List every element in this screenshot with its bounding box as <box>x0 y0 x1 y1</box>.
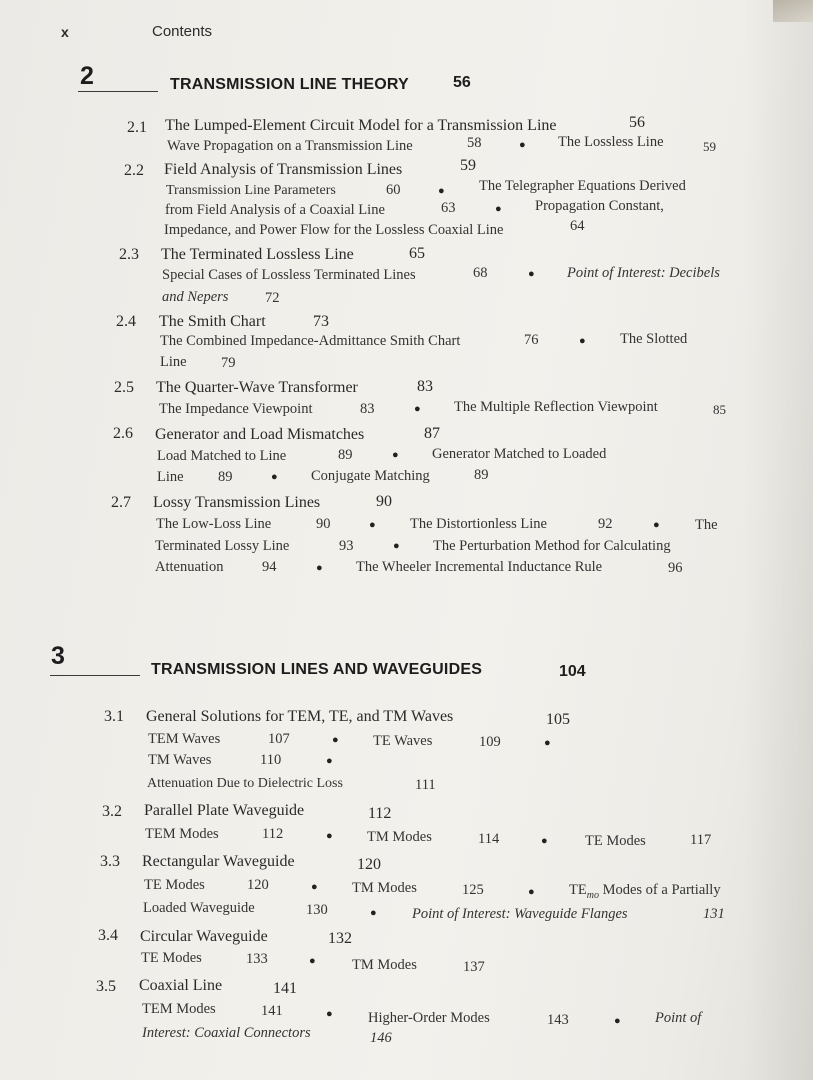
bullet: ● <box>579 335 586 347</box>
subsection-entry: TE Waves <box>373 733 433 749</box>
subsection-entry: Interest: Coaxial Connectors <box>142 1025 311 1041</box>
subsection-entry: TE Modes <box>585 833 646 849</box>
section-page: 132 <box>328 930 352 947</box>
section-number: 3.4 <box>98 927 118 944</box>
subsection-entry: Line <box>157 469 184 485</box>
subsection-entry: Point of <box>655 1010 702 1026</box>
subsection-page: 93 <box>339 538 354 554</box>
section-page: 141 <box>273 980 297 997</box>
bullet: ● <box>271 471 278 483</box>
subsection-entry: The Combined Impedance-Admittance Smith Chart <box>160 333 461 349</box>
section-title: Rectangular Waveguide <box>142 853 295 870</box>
subsection-entry: The Perturbation Method for Calculating <box>433 538 671 554</box>
section-title: The Lumped-Element Circuit Model for a Transmission Line <box>165 117 557 134</box>
subsection-page: 141 <box>261 1003 283 1019</box>
chapter-title: TRANSMISSION LINE THEORY <box>170 76 409 93</box>
section-title: Coaxial Line <box>139 977 223 994</box>
bullet: ● <box>370 907 377 919</box>
chapter-rule <box>78 91 158 92</box>
subsection-page: 85 <box>713 402 726 417</box>
subsection-page: 130 <box>306 902 328 918</box>
section-number: 3.2 <box>102 803 122 820</box>
subsection-entry-te-modes <box>569 882 721 901</box>
section-number: 2.6 <box>113 425 133 442</box>
chapter-rule <box>50 675 140 676</box>
subsection-entry: The Impedance Viewpoint <box>159 401 313 417</box>
section-number: 2.3 <box>119 246 139 263</box>
subsection-page: 143 <box>547 1012 569 1028</box>
subsection-entry: The Low-Loss Line <box>156 516 272 532</box>
bullet: ● <box>326 755 333 767</box>
chapter-number: 2 <box>80 62 94 90</box>
subsection-entry: TEM Modes <box>142 1001 216 1017</box>
subsection-page: 76 <box>524 332 539 348</box>
subsection-entry: TEM Modes <box>145 826 219 842</box>
section-page: 83 <box>417 378 433 395</box>
subsection-page: 133 <box>246 951 268 967</box>
te-modes-text: Modes of a Partially <box>598 882 721 898</box>
subsection-page: 89 <box>474 467 489 483</box>
subsection-page: 131 <box>703 906 725 922</box>
section-title: Field Analysis of Transmission Lines <box>164 161 403 178</box>
section-number: 2.4 <box>116 313 136 330</box>
section-page: 87 <box>424 425 440 442</box>
section-page: 112 <box>368 805 392 822</box>
chapter-page: 104 <box>559 663 586 680</box>
subsection-entry: Generator Matched to Loaded <box>432 446 607 462</box>
subsection-page: 112 <box>262 826 284 842</box>
page-corner <box>773 0 813 22</box>
section-title: Lossy Transmission Lines <box>153 494 321 511</box>
subsection-entry: Terminated Lossy Line <box>155 538 290 554</box>
subsection-page: 58 <box>467 135 482 151</box>
subsection-entry: Special Cases of Lossless Terminated Lines <box>162 267 416 283</box>
subsection-entry: TE Modes <box>141 950 202 966</box>
section-title: Generator and Load Mismatches <box>155 426 365 443</box>
subsection-entry: Point of Interest: Decibels <box>567 265 720 281</box>
chapter-number: 3 <box>51 642 65 670</box>
subsection-entry: Transmission Line Parameters <box>166 183 336 198</box>
subsection-page: 72 <box>265 290 280 306</box>
bullet: ● <box>519 139 526 151</box>
subsection-entry: TM Waves <box>148 752 212 768</box>
subsection-entry: Propagation Constant, <box>535 198 664 214</box>
bullet: ● <box>392 449 399 461</box>
subsection-entry: and Nepers <box>162 289 229 305</box>
subsection-page: 109 <box>479 734 501 750</box>
subsection-entry: Load Matched to Line <box>157 448 287 464</box>
subsection-entry: Conjugate Matching <box>311 468 430 484</box>
section-page: 65 <box>409 245 425 262</box>
page-number-marker: x <box>61 24 69 40</box>
section-number: 3.1 <box>104 708 124 725</box>
subsection-entry: Attenuation <box>155 559 224 575</box>
subsection-page: 64 <box>570 218 585 234</box>
bullet: ● <box>326 1008 333 1020</box>
section-title: The Terminated Lossless Line <box>161 246 354 263</box>
subsection-entry: The Distortionless Line <box>410 516 547 532</box>
bullet: ● <box>653 519 660 531</box>
bullet: ● <box>326 830 333 842</box>
bullet: ● <box>369 519 376 531</box>
subsection-page: 68 <box>473 265 488 281</box>
subsection-entry: TM Modes <box>352 957 417 973</box>
subsection-entry: Loaded Waveguide <box>143 900 255 916</box>
subsection-page: 96 <box>668 560 683 576</box>
subsection-entry: The Wheeler Incremental Inductance Rule <box>356 559 603 575</box>
subsection-page: 137 <box>463 959 485 975</box>
subsection-page: 94 <box>262 559 277 575</box>
subsection-entry: Attenuation Due to Dielectric Loss <box>147 776 343 791</box>
subsection-entry: Impedance, and Power Flow for the Lossless Coaxial Line <box>164 222 504 238</box>
section-number: 3.3 <box>100 853 120 870</box>
bullet: ● <box>495 203 502 215</box>
subsection-page: 120 <box>247 877 269 893</box>
subsection-page: 117 <box>690 832 712 848</box>
chapter-title: TRANSMISSION LINES AND WAVEGUIDES <box>151 661 483 678</box>
section-number: 2.2 <box>124 162 144 179</box>
section-title: Circular Waveguide <box>140 928 268 945</box>
subsection-entry: TM Modes <box>352 880 417 896</box>
section-title: Parallel Plate Waveguide <box>144 802 305 819</box>
section-page: 59 <box>460 157 476 174</box>
subsection-entry: The Lossless Line <box>558 134 664 150</box>
subsection-page: 110 <box>260 752 282 768</box>
bullet: ● <box>541 835 548 847</box>
subsection-page: 107 <box>268 731 290 747</box>
section-title: The Quarter-Wave Transformer <box>156 379 358 396</box>
section-title: The Smith Chart <box>159 313 266 330</box>
section-page: 73 <box>313 313 329 330</box>
bullet: ● <box>544 737 551 749</box>
section-number: 2.1 <box>127 119 147 136</box>
subsection-entry: Point of Interest: Waveguide Flanges <box>412 906 628 922</box>
section-page: 56 <box>629 114 645 131</box>
subsection-page: 89 <box>338 447 353 463</box>
subsection-page: 92 <box>598 516 613 532</box>
subsection-entry: The <box>695 517 718 533</box>
bullet: ● <box>614 1015 621 1027</box>
bullet: ● <box>332 734 339 746</box>
subsection-entry: TEM Waves <box>148 731 221 747</box>
subsection-entry: from Field Analysis of a Coaxial Line <box>165 202 385 218</box>
section-page: 90 <box>376 493 392 510</box>
section-number: 2.5 <box>114 379 134 396</box>
subsection-page: 60 <box>386 182 401 198</box>
subsection-entry: The Telegrapher Equations Derived <box>479 178 686 194</box>
subsection-page: 146 <box>370 1030 392 1046</box>
mode-subscript: mo <box>586 889 599 901</box>
bullet: ● <box>316 562 323 574</box>
subsection-page: 89 <box>218 469 233 485</box>
bullet: ● <box>309 955 316 967</box>
bullet: ● <box>438 185 445 197</box>
subsection-page: 83 <box>360 401 375 417</box>
subsection-entry: The Multiple Reflection Viewpoint <box>454 399 658 415</box>
section-number: 3.5 <box>96 978 116 995</box>
bullet: ● <box>414 403 421 415</box>
subsection-page: 125 <box>462 882 484 898</box>
subsection-entry: TE Modes <box>144 877 205 893</box>
subsection-entry: The Slotted <box>620 331 688 347</box>
subsection-page: 59 <box>703 139 716 154</box>
subsection-entry: Line <box>160 354 187 370</box>
subsection-page: 79 <box>221 355 236 371</box>
subsection-page: 63 <box>441 200 456 216</box>
subsection-entry: Wave Propagation on a Transmission Line <box>167 138 413 154</box>
subsection-entry: TM Modes <box>367 829 432 845</box>
subsection-page: 111 <box>415 777 436 793</box>
bullet: ● <box>311 881 318 893</box>
subsection-page: 114 <box>478 831 500 847</box>
chapter-page: 56 <box>453 74 471 91</box>
bullet: ● <box>393 540 400 552</box>
subsection-entry: Higher-Order Modes <box>368 1010 490 1026</box>
section-page: 105 <box>546 711 570 728</box>
section-title: General Solutions for TEM, TE, and TM Waves <box>146 708 454 725</box>
running-head: Contents <box>152 23 213 40</box>
bullet: ● <box>528 268 535 280</box>
bullet: ● <box>528 886 535 898</box>
page-edge-shadow <box>743 0 813 1080</box>
te-label: TE <box>569 882 587 898</box>
section-number: 2.7 <box>111 494 131 511</box>
section-page: 120 <box>357 856 381 873</box>
subsection-page: 90 <box>316 516 331 532</box>
